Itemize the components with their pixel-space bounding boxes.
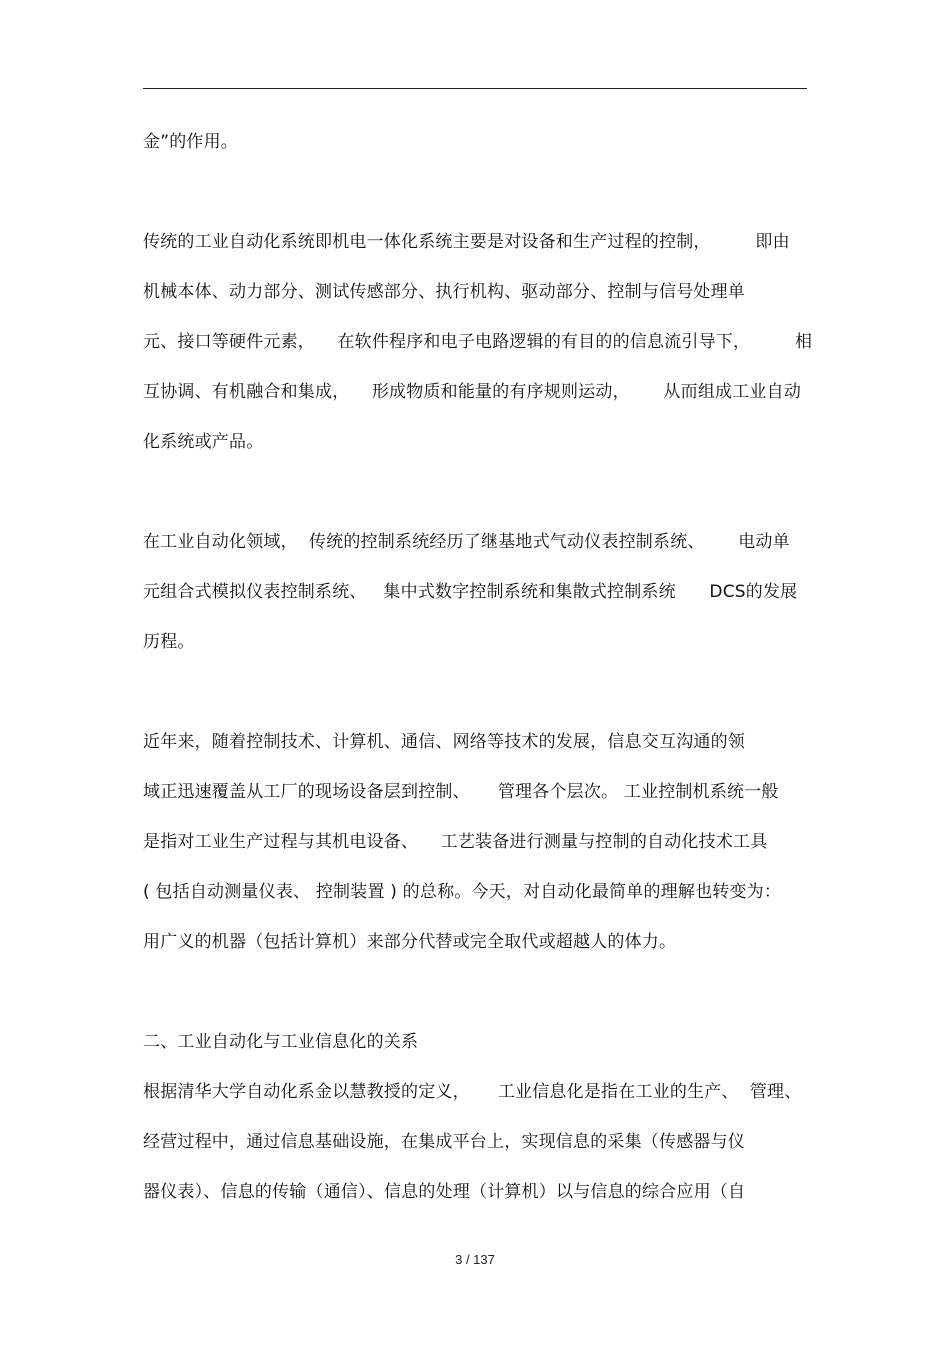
text-line: 域正迅速覆盖从工厂的现场设备层到控制、 管理各个层次。 工业控制机系统一般 <box>143 782 779 802</box>
text-line: 传统的工业自动化系统即机电一体化系统主要是对设备和生产过程的控制， 即由 <box>143 232 790 252</box>
section-heading: 二、工业自动化与工业信息化的关系 <box>143 1032 419 1052</box>
text-line: ( 包括自动测量仪表、 控制装置 ) 的总称。今天，对自动化最简单的理解也转变为： <box>143 882 782 902</box>
text-line: 互协调、有机融合和集成， 形成物质和能量的有序规则运动， 从而组成工业自动 <box>143 382 802 402</box>
text-line: 根据清华大学自动化系金以慧教授的定义， 工业信息化是指在工业的生产、 管理、 <box>143 1082 802 1102</box>
page-number: 3 / 137 <box>455 1252 495 1267</box>
text-line: 近年来，随着控制技术、计算机、通信、网络等技术的发展，信息交互沟通的领 <box>143 732 745 752</box>
text-line: 化系统或产品。 <box>143 432 264 452</box>
text-line: 元、接口等硬件元素， 在软件程序和电子电路逻辑的有目的的信息流引导下， 相 <box>143 332 813 352</box>
text-line: 金”的作用。 <box>143 132 239 152</box>
text-line: 元组合式模拟仪表控制系统、 集中式数字控制系统和集散式控制系统 DCS的发展 <box>143 582 798 602</box>
text-line: 在工业自动化领域， 传统的控制系统经历了继基地式气动仪表控制系统、 电动单 <box>143 532 790 552</box>
text-line: 机械本体、动力部分、测试传感部分、执行机构、驱动部分、控制与信号处理单 <box>143 282 745 302</box>
text-line: 经营过程中，通过信息基础设施，在集成平台上，实现信息的采集（传感器与仪 <box>143 1132 745 1152</box>
text-line: 是指对工业生产过程与其机电设备、 工艺装备进行测量与控制的自动化技术工具 <box>143 832 768 852</box>
header-rule <box>143 88 807 89</box>
text-line: 器仪表）、信息的传输（通信）、信息的处理（计算机）以与信息的综合应用（自 <box>143 1182 746 1202</box>
text-line: 历程。 <box>143 632 195 652</box>
text-line: 用广义的机器（包括计算机）来部分代替或完全取代或超越人的体力。 <box>143 932 677 952</box>
